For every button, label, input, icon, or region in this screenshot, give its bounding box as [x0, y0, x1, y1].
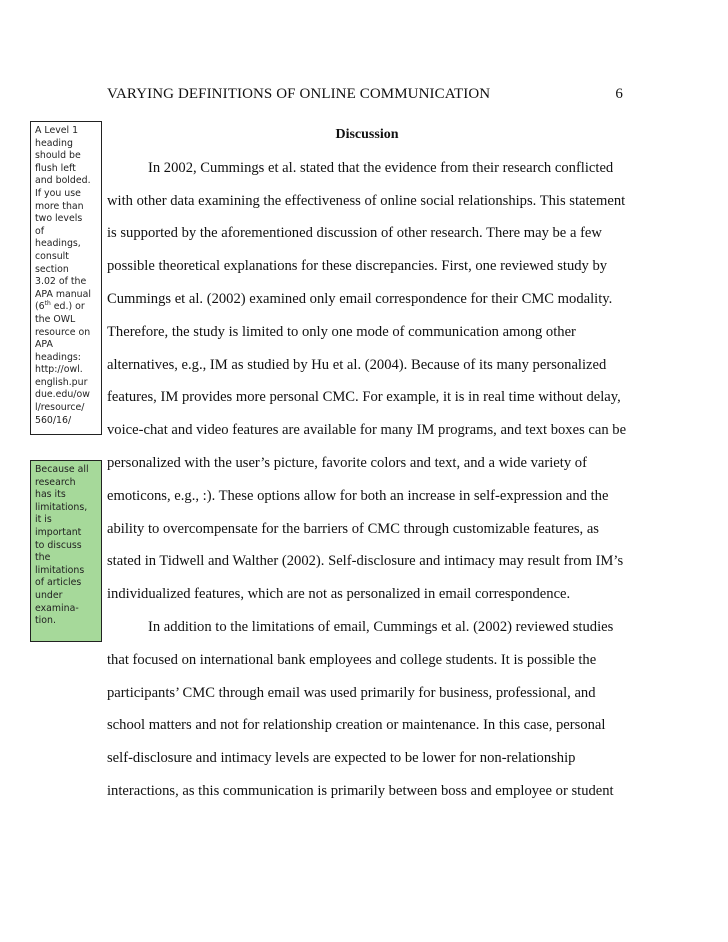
text-line: In 2002, Cummings et al. stated that the evidence from their research conflicted — [148, 159, 614, 176]
comment-line: limitations, — [35, 501, 88, 513]
comment-line: headings: — [35, 351, 81, 363]
text-line: with other data examining the effectiveness of online social relationships. This statement — [107, 192, 626, 209]
text-line: participants’ CMC through email was used primarily for business, professional, and — [107, 684, 596, 701]
section-heading: Discussion — [335, 127, 399, 142]
comment-line: it is — [35, 514, 52, 526]
comment-line: flush left — [35, 162, 76, 174]
margin-comment-heading-note — [30, 121, 102, 435]
text-line: ability to overcompensate for the barriers of CMC through customizable features, as — [107, 520, 599, 537]
comment-line: http://owl. — [35, 364, 83, 376]
text-line: In addition to the limitations of email, Cummings et al. (2002) reviewed studies — [148, 618, 614, 635]
text-line: personalized with the user’s picture, favorite colors and text, and a wide variety of — [107, 454, 587, 471]
comment-line: headings, — [35, 238, 81, 250]
comment-line: APA manual — [35, 288, 91, 300]
comment-text — [35, 464, 99, 628]
comment-line: more than — [35, 200, 84, 212]
comment-text-b — [35, 314, 99, 427]
text-line: interactions, as this communication is primarily between boss and employee or student — [107, 782, 614, 799]
comment-line: due.edu/ow — [35, 389, 90, 401]
comment-line: limitations — [35, 564, 85, 576]
document-body — [107, 119, 627, 808]
comment-line: should be — [35, 150, 81, 162]
comment-line: research — [35, 476, 76, 488]
comment-edition-line — [35, 301, 99, 314]
text-line: alternatives, e.g., IM as studied by Hu et al. (2004). Because of its many personalized — [107, 356, 607, 373]
comment-line: two levels — [35, 213, 83, 225]
comment-line: 560/16/ — [35, 414, 72, 426]
comment-line: APA — [35, 339, 53, 351]
comment-line: the — [35, 552, 51, 564]
running-head-title: VARYING DEFINITIONS OF ONLINE COMMUNICATION — [107, 86, 491, 102]
comment-line: of articles — [35, 577, 82, 589]
paragraph-2 — [107, 611, 627, 808]
edition-prefix: (6 — [35, 301, 45, 313]
text-line: voice-chat and video features are available for many IM programs, and text boxes can be — [107, 422, 627, 439]
comment-line: 3.02 of the — [35, 276, 87, 288]
comment-line: consult — [35, 250, 69, 262]
paragraph-1 — [107, 152, 627, 611]
text-line: Cummings et al. (2002) examined only email correspondence for their CMC modality. — [107, 290, 613, 307]
text-line: features, IM provides more personal CMC. For example, it is in real time without delay, — [107, 389, 621, 406]
text-line: school matters and not for relationship creation or maintenance. In this case, personal — [107, 717, 606, 734]
text-line: individualized features, which are not as personalized in email correspondence. — [107, 586, 571, 603]
comment-line: examina- — [35, 602, 79, 614]
comment-line: and bolded. — [35, 175, 91, 187]
text-line: possible theoretical explanations for these discrepancies. First, one reviewed study by — [107, 258, 608, 275]
comment-line: has its — [35, 489, 66, 501]
page-number: 6 — [615, 86, 623, 102]
text-line: emoticons, e.g., :). These options allow for both an increase in self-expression and the — [107, 487, 609, 504]
comment-line: important — [35, 526, 82, 538]
comment-line: l/resource/ — [35, 402, 85, 414]
comment-line: A Level 1 — [35, 125, 79, 136]
comment-text-a — [35, 125, 99, 301]
comment-line: to discuss — [35, 539, 82, 551]
comment-line: section — [35, 263, 69, 275]
edition-superscript: th — [44, 300, 51, 308]
text-line: self-disclosure and intimacy levels are expected to be lower for non-relationship — [107, 750, 576, 767]
comment-line: of — [35, 225, 45, 237]
text-line: is supported by the aforementioned discussion of other research. There may be a few — [107, 225, 602, 242]
comment-line: english.pur — [35, 376, 88, 388]
comment-line: resource on — [35, 326, 91, 338]
comment-line: If you use — [35, 187, 81, 199]
comment-line: Because all — [35, 464, 89, 475]
text-line: stated in Tidwell and Walther (2002). Self-disclosure and intimacy may result from IM’s — [107, 553, 624, 570]
edition-suffix: ed.) or — [50, 301, 85, 313]
comment-line: the OWL — [35, 313, 76, 325]
comment-line: heading — [35, 137, 73, 149]
text-line: that focused on international bank employees and college students. It is possible the — [107, 651, 597, 668]
comment-line: under — [35, 589, 63, 601]
text-line: Therefore, the study is limited to only one mode of communication among other — [107, 323, 576, 340]
margin-comment-limitations-note — [30, 460, 102, 642]
comment-line: tion. — [35, 615, 56, 627]
